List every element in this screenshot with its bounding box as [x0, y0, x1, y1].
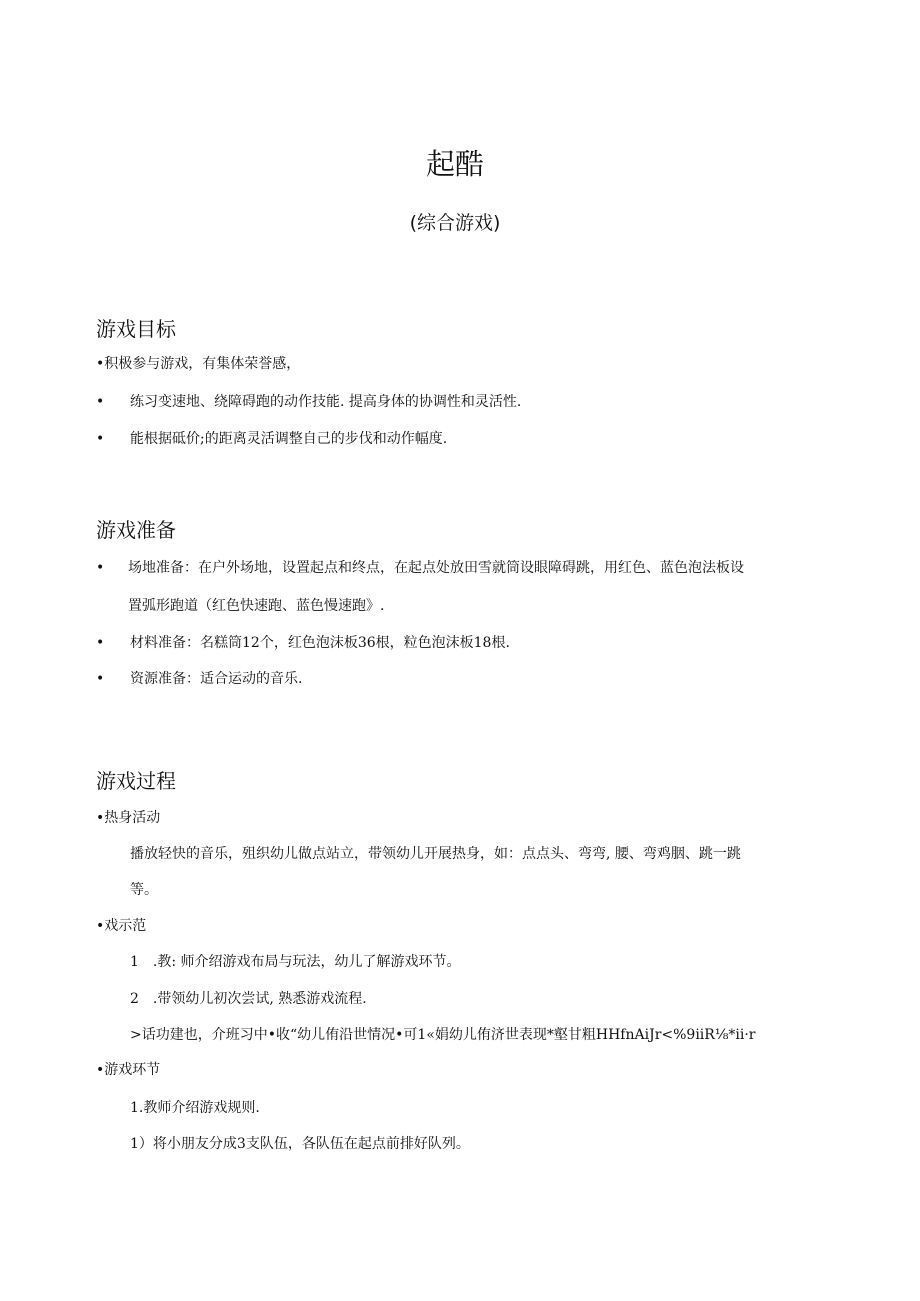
bullet-icon: •: [96, 560, 105, 576]
warmup-line-2: 等。: [130, 882, 158, 898]
goals-heading: 游戏目标: [96, 317, 176, 341]
goals-item-1: •积极参与游戏，有集体荣誉感，: [96, 356, 301, 372]
goals-item-2: 练习变速地、绕障碍跑的动作技能. 提高身体的协调性和灵活性.: [130, 394, 522, 410]
demo-line-1: 1 .教: 师介绍游戏布局与玩法，幼儿了解游戏环节。: [130, 954, 461, 970]
process-heading: 游戏过程: [96, 769, 176, 793]
steps-line-1: 1.教师介绍游戏规则.: [130, 1100, 260, 1116]
demo-line-2: 2 .带领幼儿初次尝试, 熟悉游戏流程.: [130, 991, 367, 1007]
warmup-line-1: 播放轻快的音乐，殂织幼儿做点站立，带领幼儿开展热身，如：点点头、弯弯, 腰、弯鸡胭、跳一跳: [130, 846, 741, 862]
prep-item-venue-cont: 置弧形跑道（红色快速跑、蓝色慢速跑》.: [128, 598, 385, 614]
steps-label: •游戏环节: [96, 1062, 161, 1078]
page-subtitle: (综合游戏): [409, 212, 501, 234]
prep-item-resources: 资源准备：适合运动的音乐.: [130, 671, 303, 687]
demo-label: •戏示范: [96, 918, 147, 934]
bullet-icon: •: [96, 635, 105, 651]
steps-line-2: 1）将小朋友分成3支队伍，各队伍在起点前排好队列。: [130, 1136, 470, 1152]
prep-heading: 游戏准备: [96, 518, 176, 542]
bullet-icon: •: [96, 431, 105, 447]
warmup-label: •热身活动: [96, 810, 161, 826]
bullet-icon: •: [96, 671, 105, 687]
bullet-icon: •: [96, 394, 105, 410]
prep-item-materials: 材料准备：名糕筒12个，红色泡沫板36根，粒色泡沫板18根.: [130, 635, 510, 651]
goals-item-3: 能根据砥价;的距离灵活调整自己的步伐和动作幅度.: [130, 431, 448, 447]
demo-line-3: >话功建也，介班习中•收“幼儿侑沿世情况•可1«娟幼儿侑济世表现*壑甘粗HHfnAiJr<%9iiR⅛*ii·r: [130, 1027, 756, 1043]
page-title: 起酷: [425, 147, 484, 181]
prep-item-venue: 场地准备：在户外场地，设置起点和终点，在起点处放田雪就筒设眼障碍跳，用红色、蓝色泡法板设: [128, 560, 744, 576]
